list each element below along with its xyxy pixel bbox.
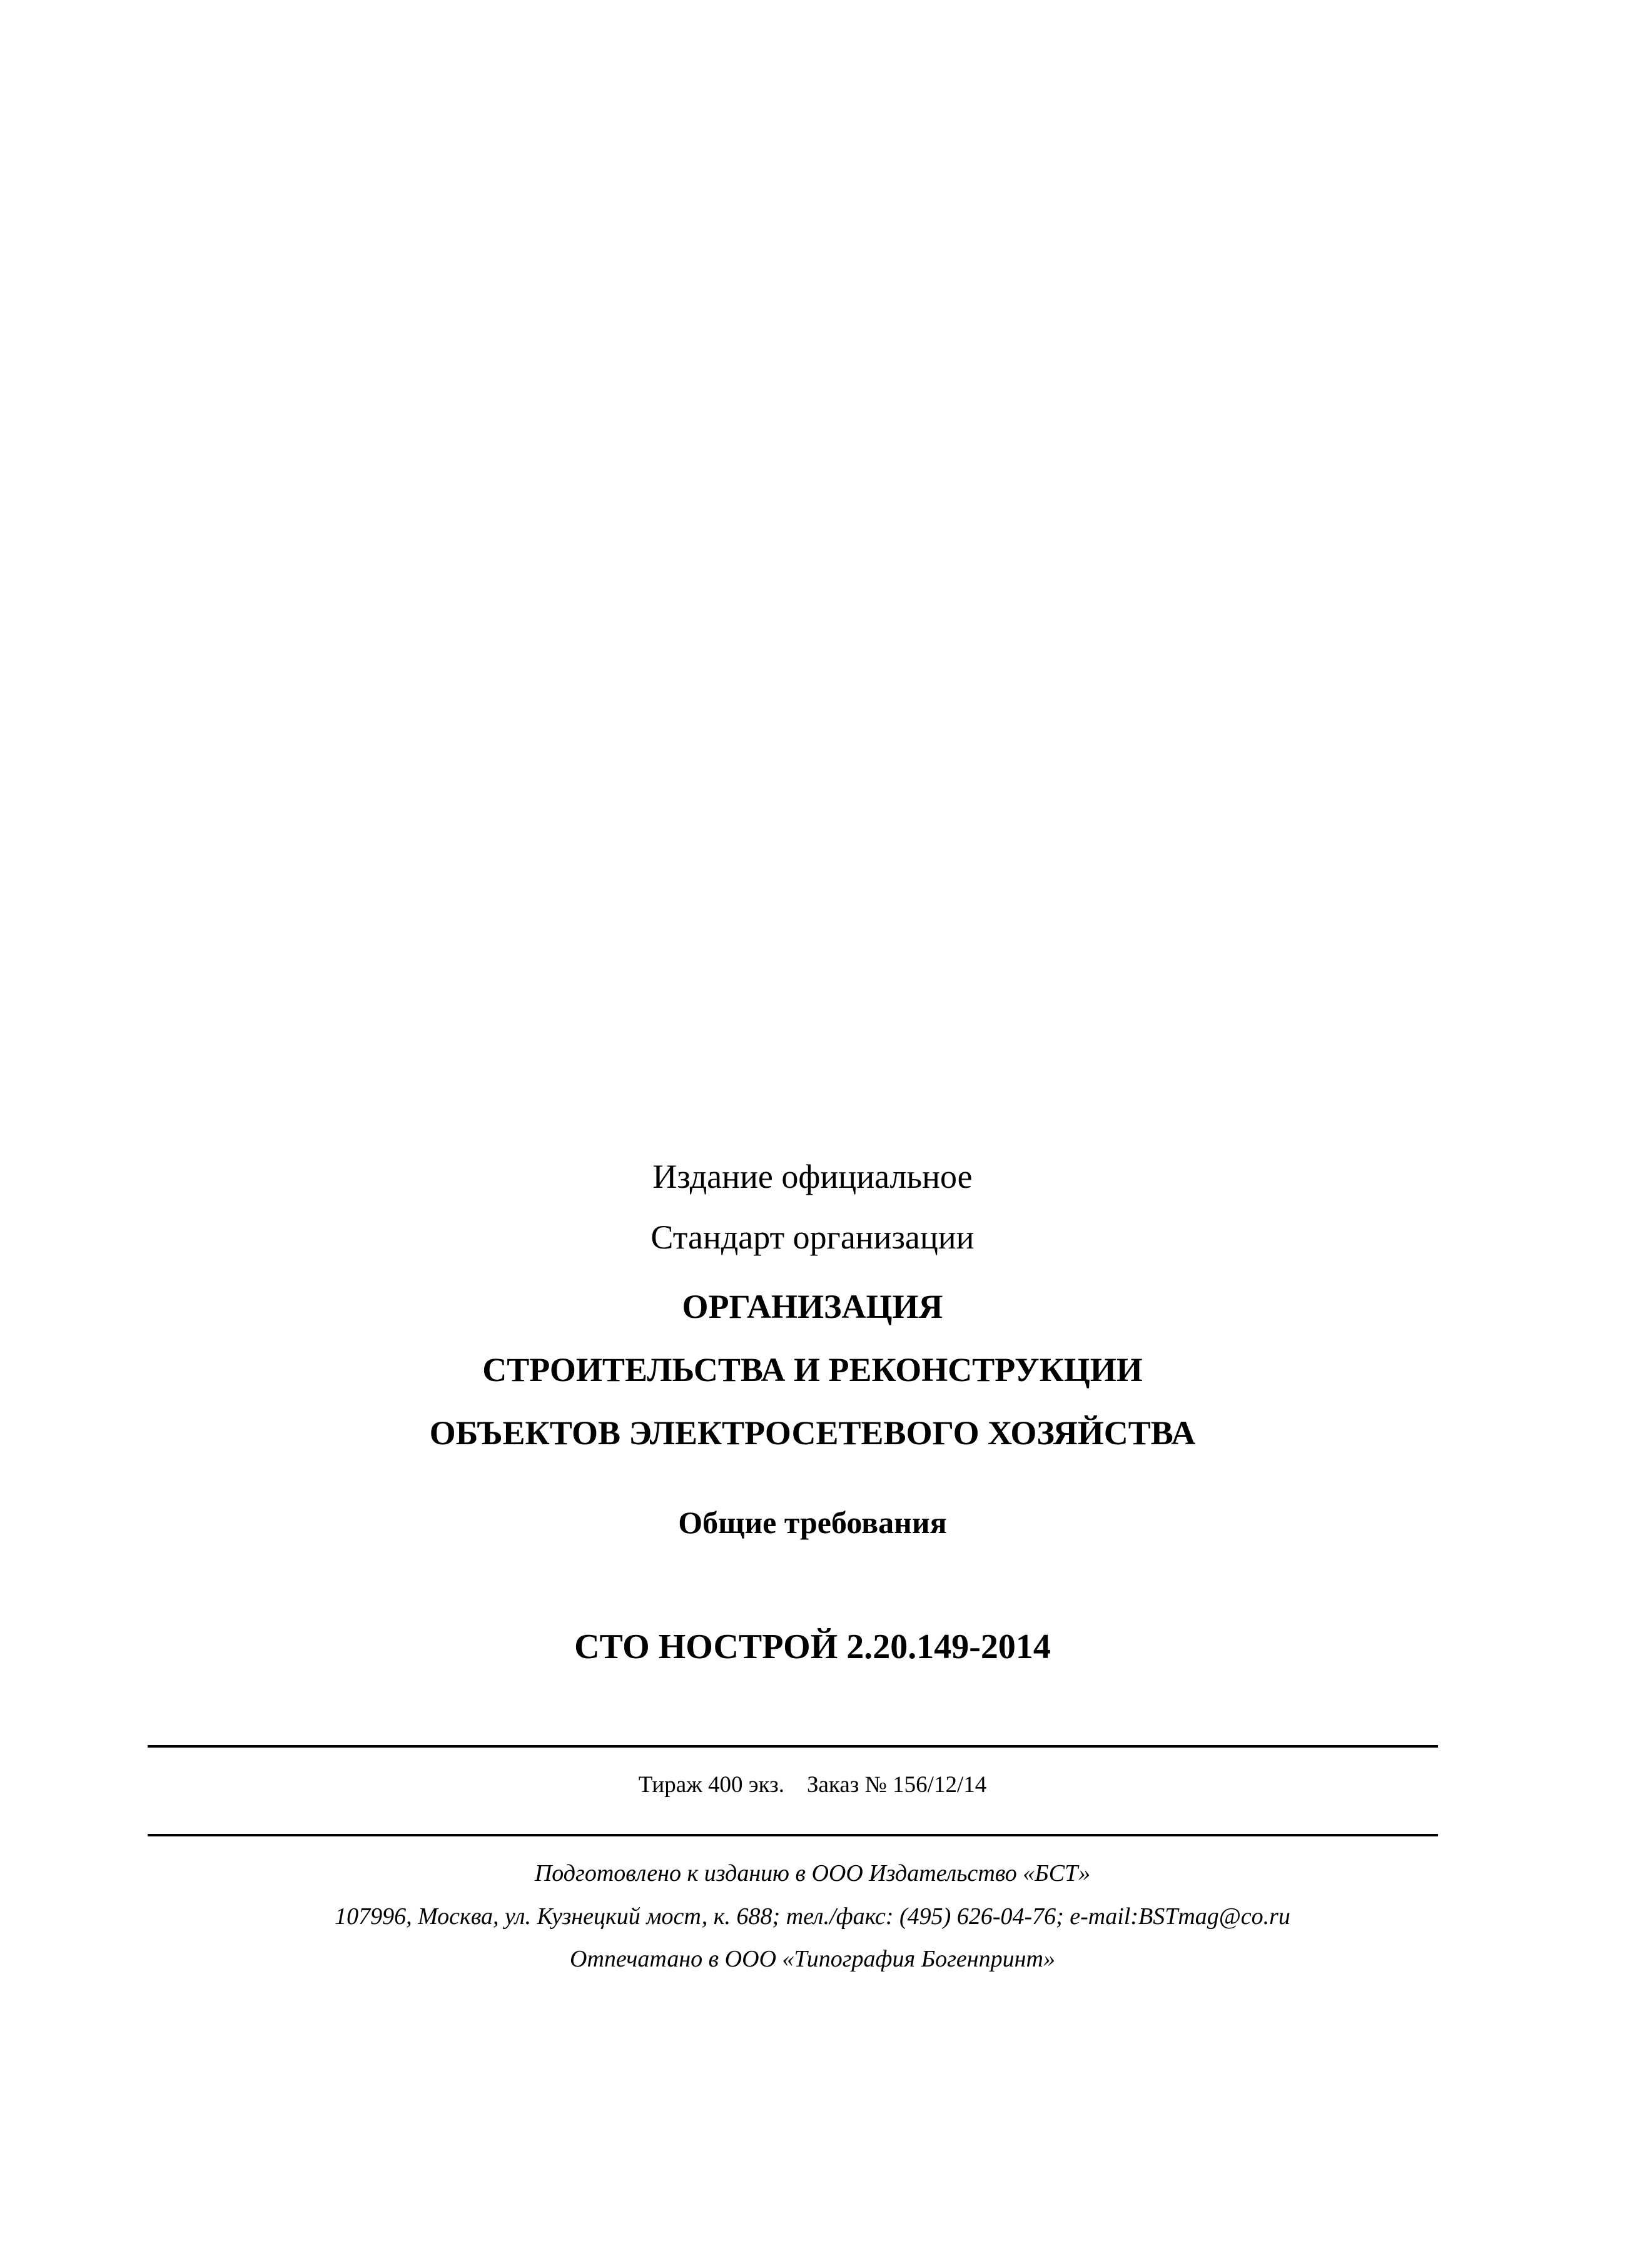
subtitle: Общие требования xyxy=(678,1505,947,1540)
standard-code: СТО НОСТРОЙ 2.20.149-2014 xyxy=(574,1628,1051,1666)
print-run-info xyxy=(0,1771,1625,1798)
title-line-1: ОРГАНИЗАЦИЯ xyxy=(682,1288,943,1325)
title-line-3: ОБЪЕКТОВ ЭЛЕКТРОСЕТЕВОГО ХОЗЯЙСТВА xyxy=(429,1414,1196,1452)
prepared-by-text: Подготовлено к изданию в ООО Издательство «БСТ» xyxy=(534,1860,1091,1886)
order-number-text: Заказ № 156/12/14 xyxy=(806,1772,987,1798)
edition-label: Издание официальное xyxy=(652,1158,973,1195)
title-line-2: СТРОИТЕЛЬСТВА И РЕКОНСТРУКЦИИ xyxy=(482,1351,1143,1389)
bottom-divider xyxy=(148,1834,1438,1836)
document-type-label: Стандарт организации xyxy=(651,1218,974,1256)
publisher-address-text: 107996, Москва, ул. Кузнецкий мост, к. 688; тел./факс: (495) 626-04-76; e-mail:BSTmag@co.ru xyxy=(335,1903,1290,1930)
circulation-text: Тираж 400 экз. xyxy=(638,1772,784,1798)
top-divider xyxy=(148,1745,1438,1748)
printed-by-text: Отпечатано в ООО «Типография Богенпринт» xyxy=(570,1946,1055,1972)
